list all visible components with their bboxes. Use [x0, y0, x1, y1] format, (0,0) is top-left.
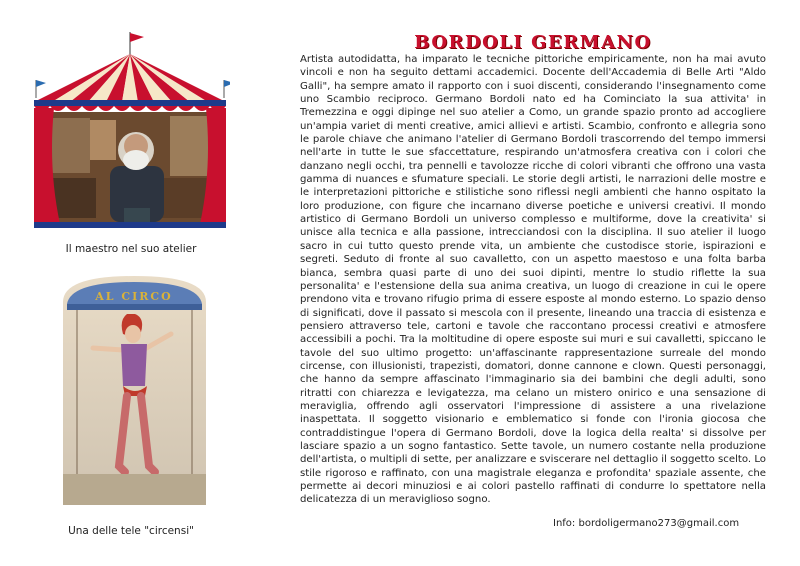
- left-flag-icon: [36, 80, 46, 87]
- circus-painting: [63, 276, 206, 505]
- top-flag-icon: [130, 33, 144, 42]
- painting-floor: [63, 474, 206, 505]
- atelier-caption: Il maestro nel suo atelier: [65, 243, 197, 255]
- painting-sign: AL CIRCO: [95, 290, 173, 303]
- painting-canvas: [63, 276, 206, 505]
- biography-text: Artista autodidatta, ha imparato le tecniche pittoriche empiricamente, non ha mai avuto vincoli e non ha seguito dettami accademici. Docente dell'Accademia di Belle Arti "Aldo Galli", ha sempre amato il rapporto con i suoi discenti, considerando l'insegnamento come uno Scambio reciproco. Germano Bordoli nato ed ha Cominciato la sua attivita' in Tremezzina e oggi dipinge nel suo atelier a Como, un grande spazio pronto ad accogliere un'ampia variet di menti creative, amici allievi e artisti. Scambio, confronto e allegria sono le parole chiave che animano l'atelier di Germano Bordoli trascorrendo del tempo immersi nell'arte in tutte le sue sfaccettature, respirando un'atmosfera creativa con i colori che danzano negli occhi, tra pennelli e tavolozze ricche di colori vibranti che offrono una vasta gamma di nuances e sfumature speciali. Le storie degli artisti, le narrazioni delle mostre e le interpretazioni pittoriche e stilistiche sono riflessi negli ambienti che hanno ospitato la loro produzione, con figure che incarnano diverse poetiche e universi creativi. Il mondo artistico di Germano Bordoli un universo complesso e multiforme, dove la creativita' si unisce alla tecnica e alla passione, intrecciandosi con la disciplina. Il suo atelier il luogo sacro in cui tutto questo prende vita, un ambiente che custodisce storie, ispirazioni e segreti. Seduto di fronte al suo cavalletto, con un aspetto maestoso e una folta barba bianca, sembra quasi parte di uno dei suoi dipinti, mentre lo studio riflette la sua personalita' e l'estensione della sua anima creativa, un luogo di creazione in cui le opere prendono vita e trovano rifugio prima di essere esposte al mondo esterno. Lo spazio denso di significati, dove il passato si mescola con il presente, lineando una traccia di esistenza e pensiero attraverso tele, cartoni e tavole che raccontano processi creativi e atmosfere accessibili a pochi. Tra la moltitudine di opere esposte sui muri e sui cavalletti, spiccano le tavole del suo ultimo progetto: un'affascinante rappresentazione surreale del mondo circense, con illusionisti, trapezisti, domatori, donne cannone e clown. Questi personaggi, che hanno da sempre affascinato l'immaginario sia dei bambini che degli adulti, sono ritratti con chiarezza e levigatezza, ma celano un mistero onirico e una sensazione di meraviglia, offrendo agli osservatori l'impressione di assistere a una rivelazione inaspettata. Il soggetto visionario e emblematico si fonde con l'ironia giocosa che contraddistingue l'opera di Germano Bordoli, dove la logica della realta' si dissolve per lasciare spazio a un sogno fantastico. Sette tavole, un numero costante nella produzione dell'artista, o multipli di sette, per analizzare e sviscerare nel dettaglio il soggetto scelto. Lo stile rigoroso e raffinato, con una magistrale eleganza e profondita' spaziale assente, che permette ai decori minuziosi e ai colori pastello raffinati di condurre lo spettatore nella delicatezza di un meraviglioso sogno.: [300, 54, 766, 506]
- tent-valance: [34, 100, 226, 111]
- painting-caption: Una delle tele "circensi": [68, 525, 194, 537]
- atelier-photo-tent: [30, 28, 230, 236]
- contact-info: Info: bordoligermano273@gmail.com: [553, 518, 740, 529]
- page-title: BORDOLI GERMANO: [414, 32, 652, 53]
- tent-roof: [34, 54, 226, 102]
- right-flag-icon: [224, 80, 230, 87]
